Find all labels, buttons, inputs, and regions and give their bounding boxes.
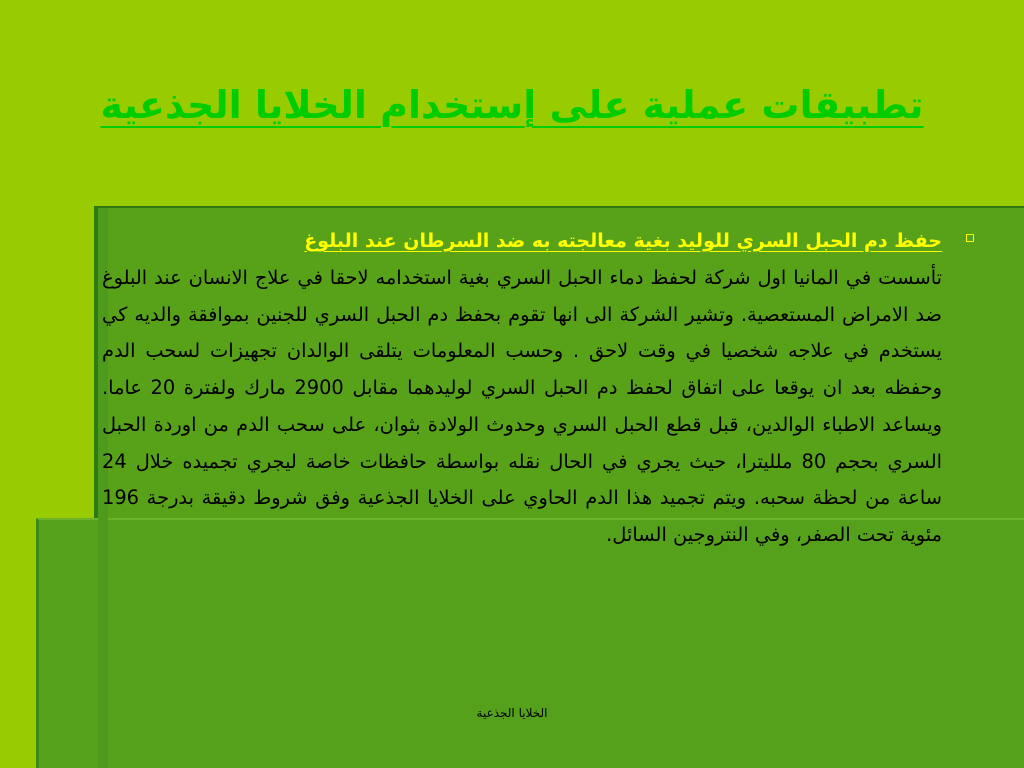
body-paragraph: تأسست في المانيا اول شركة لحفظ دماء الحبل السري بغية استخدامه لاحقا في علاج الانسان عند البلوغ ضد الامراض المستعصية. وتشير الشركة الى انها تقوم بحفظ دم الحبل السري للجنين بموافقة والديه كي يستخدم في علاجه شخصيا في وقت لاحق . وحسب المعلومات يتلقى الوالدان تجهيزات لسحب الدم وحفظه بعد ان يوقعا على اتفاق لحفظ دم الحبل السري لوليدهما مقابل 2900 مارك ولفترة 20 عاما. ويساعد الاطباء الوالدين، قبل قطع الحبل السري وحدوث الولادة بثوان، على سحب الدم من اوردة الحبل السري بحجم 80 ملليترا، حيث يجري في الحال نقله بواسطة حافظات خاصة ليجري تجميده خلال 24 ساعة من لحظة سحبه. ويتم تجميد هذا الدم الحاوي على الخلايا الجذعية وفق شروط دقيقة بدرجة 196 مئوية تحت الصفر، وفي النتروجين السائل.	[102, 266, 942, 546]
bullet-heading: حفظ دم الحبل السري للوليد بغية معالجته به ضد السرطان عند البلوغ	[304, 230, 942, 252]
hollow-square-bullet-icon	[966, 234, 974, 242]
slide-title: تطبيقات عملية على إستخدام الخلايا الجذعية	[100, 83, 924, 127]
slide-body	[102, 222, 942, 554]
bullet-item	[102, 222, 942, 260]
slide-footer: الخلايا الجذعية	[476, 706, 548, 720]
decorative-panel-front	[36, 518, 1024, 768]
